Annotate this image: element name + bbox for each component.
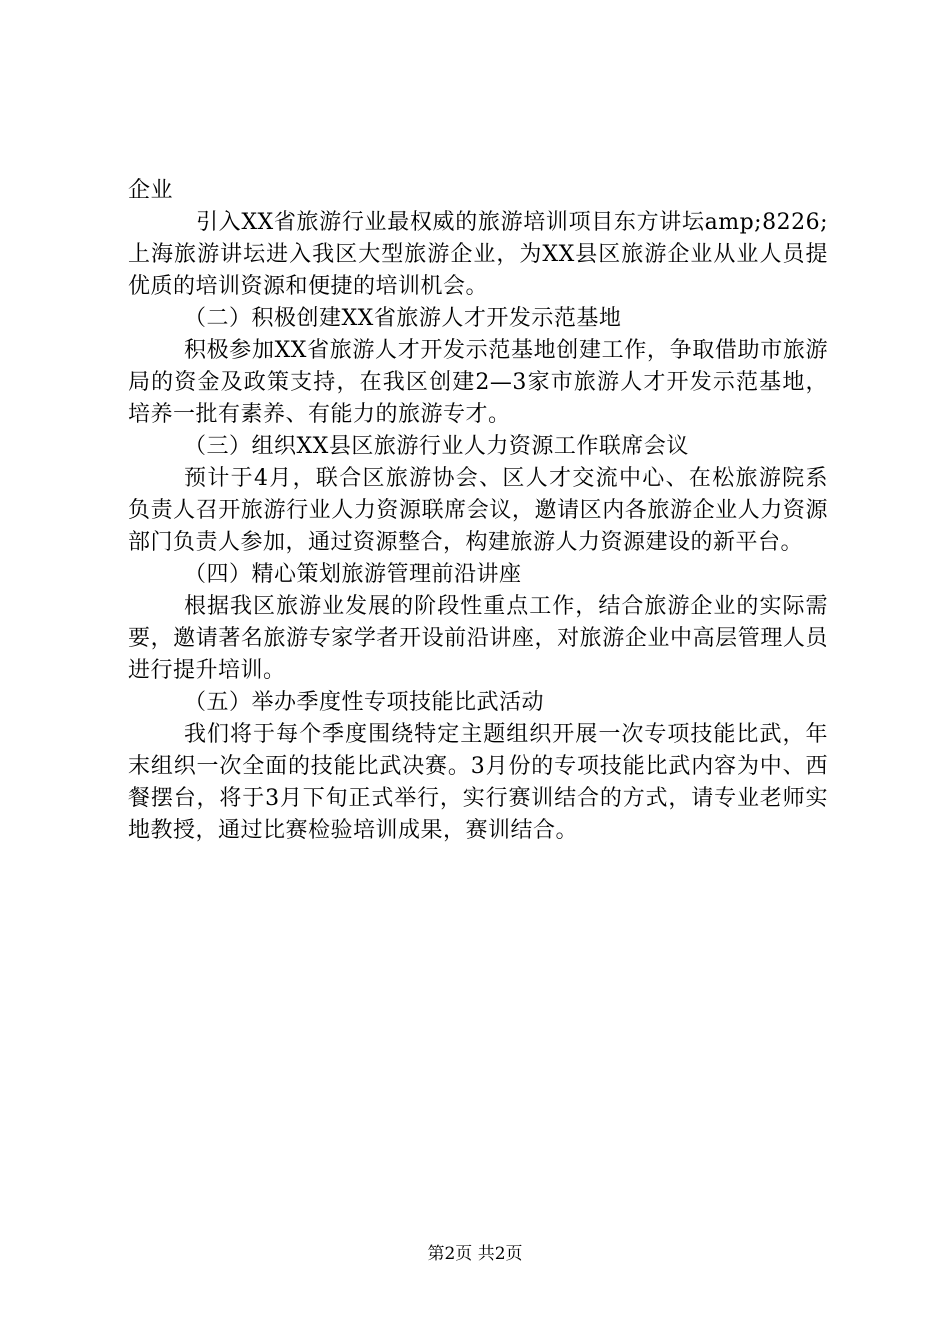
paragraph-body: 根据我区旅游业发展的阶段性重点工作，结合旅游企业的实际需要，邀请著名旅游专家学者开设前沿讲座，对旅游企业中高层管理人员进行提升培训。 [128, 594, 828, 683]
paragraph-body: 预计于4月，联合区旅游协会、区人才交流中心、在松旅游院系负责人召开旅游行业人力资源联席会议，邀请区内各旅游企业人力资源部门负责人参加，通过资源整合，构建旅游人力资源建设的新平台。 [128, 466, 828, 555]
document-body [128, 175, 828, 847]
paragraph-body: 积极参加XX省旅游人才开发示范基地创建工作，争取借助市旅游局的资金及政策支持，在我区创建2—3家市旅游人才开发示范基地，培养一批有素养、有能力的旅游专才。 [128, 338, 828, 427]
section-heading: （二）积极创建XX省旅游人才开发示范基地 [184, 306, 622, 331]
section-heading: （五）举办季度性专项技能比武活动 [184, 690, 545, 715]
paragraph-body: 我们将于每个季度围绕特定主题组织开展一次专项技能比武，年末组织一次全面的技能比武决赛。3月份的专项技能比武内容为中、西餐摆台，将于3月下旬正式举行，实行赛训结合的方式，请专业老师实地教授，通过比赛检验培训成果，赛训结合。 [128, 722, 828, 843]
page-number-footer: 第2页 共2页 [427, 1244, 523, 1264]
paragraph-continuation: 企业 [128, 178, 174, 203]
section-heading: （三）组织XX县区旅游行业人力资源工作联席会议 [184, 434, 689, 459]
paragraph-body: 引入XX省旅游行业最权威的旅游培训项目东方讲坛amp;8226;上海旅游讲坛进入我区大型旅游企业，为XX县区旅游企业从业人员提优质的培训资源和便捷的培训机会。 [128, 210, 828, 299]
section-heading: （四）精心策划旅游管理前沿讲座 [184, 562, 522, 587]
